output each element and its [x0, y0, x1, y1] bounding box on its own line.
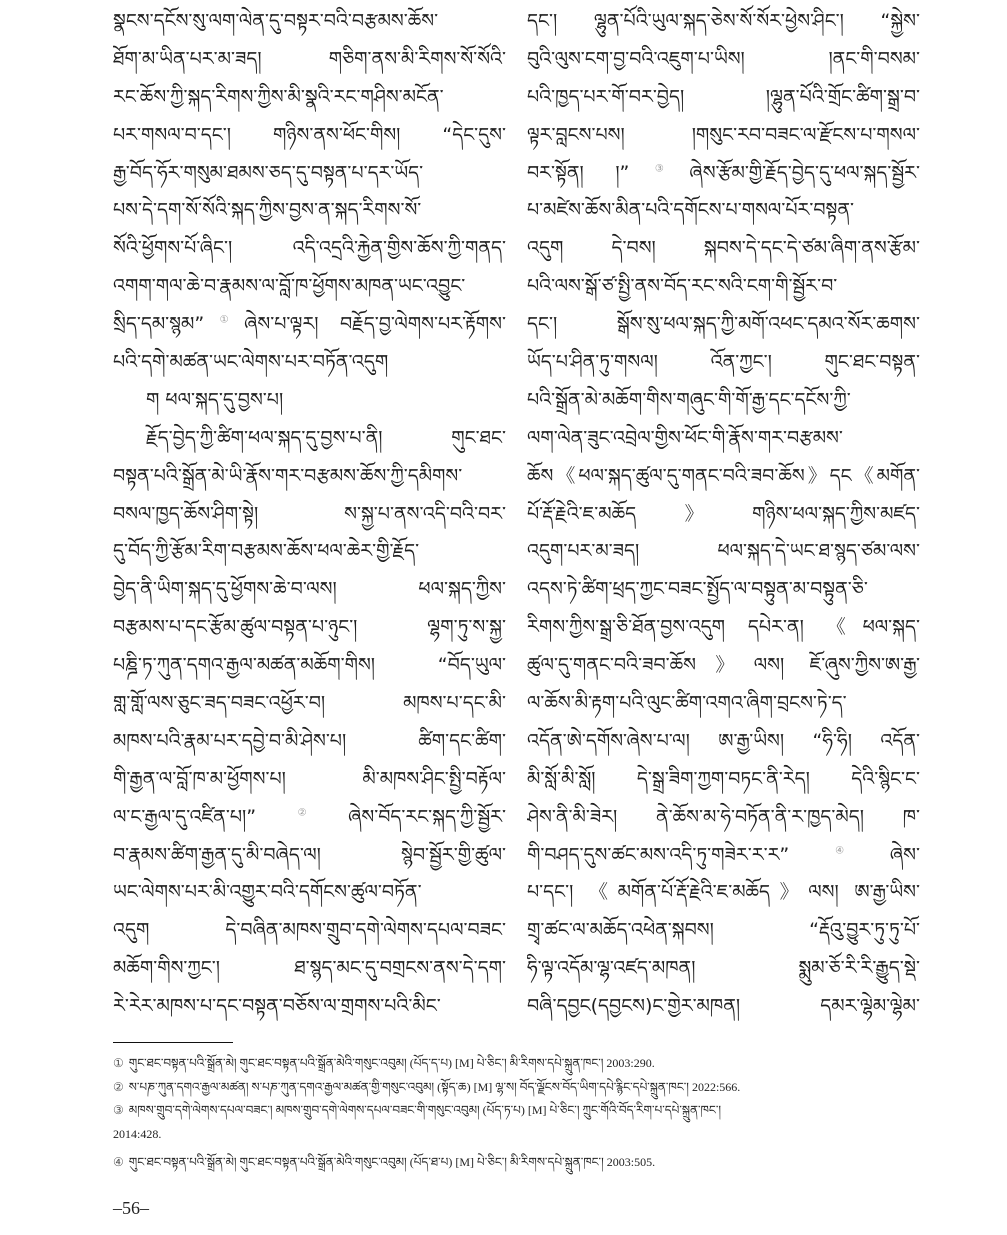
text-line: [527, 3, 920, 41]
footnote-marker: ④: [789, 845, 890, 857]
footnote-separator-rule: [113, 1042, 233, 1043]
line-text: བུའི་ལུས་ངག་བྱ་བའི་འཇུག་པ་ཡིས། །ནང་གི་བསམ་: [527, 47, 920, 70]
section-heading: [113, 382, 506, 420]
line-text: པའི་སྒྲོན་མེ་མཆོག་གིས་གཞུང་གི་གོ་རྒྱ་དང་དངོས་ཀྱི་: [527, 388, 851, 411]
text-line: [527, 155, 920, 193]
line-text: ལ་ང་རྒྱལ་དུ་འཛིན་པ།”: [113, 805, 257, 828]
text-line: [527, 382, 920, 420]
text-line: [527, 609, 920, 647]
footnote-marker: ③: [629, 163, 690, 175]
text-line: [527, 799, 920, 837]
footnote-marker: ①: [204, 314, 245, 326]
text-line: [527, 268, 920, 306]
footnote-item: [113, 1076, 918, 1100]
footnote-item: [113, 1151, 918, 1175]
text-line: [113, 230, 506, 268]
text-line: [113, 458, 506, 496]
text-line: [527, 344, 920, 382]
text-line: [527, 420, 920, 458]
line-text: སོའི་ཕྱོགས་པོ་ཞིང་། འདི་འདྲའི་རྐྱེན་གྱིས་ཆོས་ཀྱི་གནད་: [113, 237, 506, 260]
line-text: པོ་རྡོ་རྗེའི་ཇ་མཆོད》གཉིས་ཕལ་སྐད་ཀྱིས་མཛད་: [527, 502, 920, 525]
text-line: [527, 230, 920, 268]
footnote-number: ②: [113, 1079, 124, 1094]
text-line: [527, 837, 920, 875]
line-text: རྒྱ་བོད་ཧོར་གསུམ་ཐམས་ཅད་དུ་བསྟན་པ་དར་ཡོད་: [113, 161, 424, 184]
text-line: [113, 723, 506, 761]
footnote-number: ④: [113, 1155, 124, 1169]
text-line: [113, 950, 506, 988]
footnote-text: ས་པཎ་ཀུན་དགའ་རྒྱལ་མཚན། ས་པཎ་ཀུན་དགའ་རྒྱལ་མཚན་གྱི་གསུང་འབུམ། (སྟོད་ཆ) [M] ལྷ་ས། བོད་ལྗོངས་བོད་ཡིག་དཔེ་རྙིང་དཔེ་སྐྲུན་ཁང་། 2022:566.: [128, 1079, 741, 1094]
line-text: བར་སྟོན། །”: [527, 161, 630, 184]
text-line: [113, 912, 506, 950]
footnote-text: གུང་ཐང་བསྟན་པའི་སྒྲོན་མེ། གུང་ཐང་བསྟན་པའི་སྒྲོན་མེའི་གསུང་འབུམ། (པོད་ཐ་པ) [M] པེ་ཅིང་། མི་རིགས་དཔེ་སྐྲུན་ཁང་། 2003:505.: [128, 1155, 656, 1169]
text-line: [113, 988, 506, 1026]
line-text: འདུག་པར་མ་ཟད། ཕལ་སྐད་དེ་ཡང་ཐ་སྙད་ཙམ་ལས་: [527, 540, 920, 563]
text-line: [113, 192, 506, 230]
text-line: [527, 685, 920, 723]
footnotes: [113, 1052, 918, 1175]
line-text: གི་བཤད་དུས་ཚང་མས་འདི་ཏུ་གཟེར་ར་ར”: [527, 843, 790, 866]
line-text: ཞེས་རྩོམ་གྱི་རྗོད་བྱེད་དུ་ཕལ་སྐད་སྦྱོར་: [689, 161, 920, 184]
text-line: [527, 988, 920, 1026]
text-line: [113, 117, 506, 155]
text-line: [113, 533, 506, 571]
text-line: [113, 3, 506, 41]
line-text: གྲྭ་ཚང་ལ་མཆོད་འཕེན་སྐབས། “རྡོའུ་བྱུར་ཏུ་ཏུ་པོ་: [527, 919, 920, 942]
text-line: [527, 533, 920, 571]
text-line: [527, 912, 920, 950]
line-text: པའི་ལས་སྒོ་ཙ་སྤྱི་ནས་བོད་རང་སའི་ངག་གི་སྦྱོར་བ་: [527, 275, 838, 298]
text-line: [527, 79, 920, 117]
text-line: [113, 79, 506, 117]
text-line: [113, 874, 506, 912]
line-text: བརྩམས་པ་དང་རྩོམ་ཚུལ་བསྟན་པ་ཉུང་། ལྷག་ཏུ་ས་སྐྱ་: [113, 616, 506, 639]
text-line: [527, 950, 920, 988]
line-text: འདས་ཏེ་ཚིག་ཕྲད་ཀྱང་བཟང་སྤྱོད་ལ་བསྟུན་མ་བསྟུན་ཅི་: [527, 578, 868, 601]
line-text: ག ཕལ་སྐད་དུ་བྱས་པ།: [146, 388, 284, 411]
line-text: གི་རྒྱན་ལ་བློ་ཁ་མ་ཕྱོགས་པ། མི་མཁས་ཤིང་སྤྱི་བརྟོལ་: [113, 767, 506, 790]
line-text: ཡང་ལེགས་པར་མི་འགྱུར་བའི་དགོངས་ཚུལ་བཏོན་: [113, 881, 422, 904]
line-text: འགག་གལ་ཆེ་བ་རྣམས་ལ་བློ་ཁ་ཕྱོགས་མཁན་ཡང་འབྱུང་: [113, 275, 466, 298]
line-text: པ་མཛེས་ཆོས་མིན་པའི་དགོངས་པ་གསལ་པོར་བསྟན་: [527, 199, 855, 222]
line-text: ཐོག་མ་ཡིན་པར་མ་ཟད། གཅིག་ནས་མི་རིགས་སོ་སོའི་: [113, 47, 506, 70]
line-text: འདོན་ཨེ་དགོས་ཞེས་པ་ལ། ཨ་རྒྱ་ཡིས། “ཧི་ཧི། འདོན་: [527, 729, 920, 752]
line-text: དང་། སྒོས་སུ་ཕལ་སྐད་ཀྱི་མགོ་འཕང་དམའ་སོར་ཆགས་: [527, 313, 920, 336]
text-line: [113, 609, 506, 647]
line-text: དུ་བོད་ཀྱི་རྩོམ་རིག་བརྩམས་ཆོས་ཕལ་ཆེར་གྱི་རྗོད་: [113, 540, 420, 563]
line-text: པའི་ཁྱད་པར་གོ་བར་བྱེད། །ལྷུན་པོའི་གྲོང་ཚིག་སྒྲ་བ་: [527, 85, 920, 108]
footnote-number: ①: [113, 1056, 124, 1070]
line-text: པར་གསལ་བ་དང་། གཉིས་ནས་ཕོང་གིས། “དེང་དུས་: [113, 123, 506, 146]
text-line: [527, 761, 920, 799]
line-text: རེ་རེར་མཁས་པ་དང་བསྟན་བཅོས་ལ་གྲགས་པའི་མིང་: [113, 995, 441, 1018]
line-text: རྗོད་བྱེད་ཀྱི་ཚིག་ཕལ་སྐད་དུ་བྱས་པ་ནི། གུང་ཐང་: [146, 426, 506, 449]
text-line: [113, 571, 506, 609]
line-text: ཞེས་པ་ལྟར། བརྗོད་བྱ་ལེགས་པར་རྟོགས་: [244, 313, 506, 336]
footnote-item: [113, 1052, 918, 1076]
text-line: [527, 306, 920, 344]
footnote-continuation: 2014:428.: [113, 1126, 162, 1141]
line-text: སྲིད་དམ་སྙམ”: [113, 313, 205, 336]
paragraph-first-line: [113, 420, 506, 458]
line-text: ལག་ལེན་ཟུང་འབྲེལ་གྱིས་ཕོང་གི་རྣོས་གར་བརྩམས་: [527, 426, 843, 449]
text-line: [113, 344, 506, 382]
footnote-item: [113, 1099, 918, 1123]
line-text: པ་དང་། 《མགོན་པོ་རྡོ་རྗེའི་ཇ་མཆོད》ལས། ཨ་རྒྱ་ཡིས་: [527, 881, 920, 904]
line-text: མི་སློ་མི་སློ། དེ་སྒྲ་ཟིག་ཀྱག་བཏང་ནི་རེད། དེའི་སྙིང་ང་: [527, 767, 920, 790]
line-text: སྣངས་དངོས་སུ་ལག་ལེན་དུ་བསྟར་བའི་བརྩམས་ཆོས་: [113, 10, 439, 32]
text-line: [113, 837, 506, 875]
line-text: བཞི་དབྱང(དབྱངས)ང་གྱེར་མཁན། དམར་ལྷེམ་ལྷེམ་: [527, 995, 920, 1018]
line-text: དང་། ལྷུན་པོའི་ཡུལ་སྐད་ཅེས་སོ་སོར་ཕྱེས་ཤིང་། “སྐྱེས་: [527, 10, 920, 32]
line-text: བསྟན་པའི་སྒྲོན་མེ་ཡི་རྣོས་གར་བརྩམས་ཆོས་ཀྱི་དམིགས་: [113, 464, 463, 487]
line-text: པས་དེ་དག་སོ་སོའི་སྐད་ཀྱིས་བྱས་ན་སྐད་རིགས་སོ་: [113, 199, 422, 222]
line-text: རིགས་ཀྱིས་སྒྲ་ཅི་ཐོན་བྱས་འདུག དཔེར་ན། 《ཕལ་སྐད་: [527, 616, 920, 639]
line-text: བ་རྣམས་ཚིག་རྒྱན་དུ་མི་བཞེད་ལ། སྙེབ་སྦྱོར་གྱི་ཚུལ་: [113, 843, 506, 866]
line-text: ལྟར་བླངས་པས། །གསུང་རབ་བཟང་ལ་རྫོངས་པ་གསལ་: [527, 123, 920, 146]
text-line: [527, 458, 920, 496]
footnote-text: མཁས་གྲུབ་དགེ་ལེགས་དཔལ་བཟང་། མཁས་གྲུབ་དགེ་ལེགས་དཔལ་བཟང་གི་གསུང་འབུམ། (པོད་ཏ་པ) [M] པེ་ཅིང་། ཀྲུང་གོའི་བོད་རིག་པ་དཔེ་སྐྲུན་ཁང་།: [128, 1103, 722, 1117]
line-text: པའི་དགེ་མཚན་ཡང་ལེགས་པར་བཏོན་འདུག: [113, 351, 389, 374]
line-text: འདུག དེ་བཞིན་མཁས་གྲུབ་དགེ་ལེགས་དཔལ་བཟང་: [113, 919, 506, 942]
text-line: [113, 41, 506, 79]
line-text: འདུག དེ་བས། སྐབས་དེ་དང་དེ་ཙམ་ཞིག་ནས་རྩོམ་: [527, 237, 920, 260]
text-line: [113, 761, 506, 799]
line-text: མཆོག་གིས་ཀྱང་། ཐ་སྙད་མང་དུ་བགྲངས་ནས་དེ་དག་: [113, 957, 506, 980]
text-line: [113, 496, 506, 534]
line-text: ཆོས《ཕལ་སྐད་ཚུལ་དུ་གནང་བའི་ཟབ་ཆོས》དང《མགོན་: [527, 464, 920, 487]
left-text-column: [113, 3, 506, 1026]
text-line: [527, 192, 920, 230]
text-line: [527, 723, 920, 761]
text-line: [527, 41, 920, 79]
line-text: པཎྜི་ཏ་ཀུན་དགའ་རྒྱལ་མཚན་མཆོག་གིས། “བོད་ཡུལ་: [113, 654, 506, 677]
line-text: ལ་ཆོས་མི་རྟག་པའི་ལུང་ཚིག་འགའ་ཞིག་བྲངས་ཏེ་ད་: [527, 692, 847, 715]
footnote-text: གུང་ཐང་བསྟན་པའི་སྒྲོན་མེ། གུང་ཐང་བསྟན་པའི་སྒྲོན་མེའི་གསུང་འབུམ། (པོད་ད་པ) [M] པེ་ཅིང་། མི་རིགས་དཔེ་སྐྲུན་ཁང་། 2003:290.: [128, 1056, 655, 1070]
line-text: ཤེས་ནི་མི་ཟེར། ནེ་ཆོས་མ་ཧེ་བཏོན་ནི་ར་ཁྱད་མེད། ཁ་: [527, 805, 920, 828]
text-line: [527, 874, 920, 912]
text-line: [113, 268, 506, 306]
footnote-marker: ②: [256, 807, 349, 819]
text-line: [113, 685, 506, 723]
text-line: [113, 799, 506, 837]
line-text: ཧི་ལྟ་འདོམ་ལྷ་འཛད་མཁན། སྨུམ་ཅོ་རི་རི་རྒྱུད་སྡེ་: [527, 957, 920, 980]
line-text: རང་ཆོས་ཀྱི་སྐད་རིགས་ཀྱིས་མི་སྣའི་རང་གཤིས་མངོན་: [113, 85, 444, 108]
text-line: [527, 117, 920, 155]
text-line: [527, 496, 920, 534]
right-text-column: [527, 3, 920, 1026]
line-text: ཡོད་པ་ཤིན་ཏུ་གསལ། འོན་ཀྱང་། གུང་ཐང་བསྟན་: [527, 351, 920, 374]
text-line: [113, 647, 506, 685]
line-text: མཁས་པའི་རྣམ་པར་དབྱེ་བ་མི་ཤེས་པ། ཚིག་དང་ཚིག་: [113, 729, 506, 752]
line-text: ཞེས་: [889, 843, 920, 866]
line-text: བྱེད་ནི་ཡིག་སྐད་དུ་ཕྱོགས་ཆེ་བ་ལས། ཕལ་སྐད་ཀྱིས་: [113, 578, 506, 601]
line-text: ཞེས་བོད་རང་སྐད་ཀྱི་སྦྱོར་: [348, 805, 506, 828]
text-line: [113, 155, 506, 193]
line-text: གླ་གློ་ལས་ཅུང་ཟད་བཟང་འཕྱོར་བ། མཁས་པ་དང་མི་: [113, 692, 506, 715]
text-line: [113, 306, 506, 344]
line-text: བསལ་ཁྱད་ཆོས་ཤིག་སྟེ། ས་སྐྱ་པ་ནས་འདི་བའི་བར་: [113, 502, 506, 525]
page-number: –56–: [113, 1198, 149, 1218]
text-line: [527, 647, 920, 685]
text-line: [527, 571, 920, 609]
line-text: ཚུལ་དུ་གནང་བའི་ཟབ་ཆོས》ལས། ཇོ་ཞུས་ཀྱིས་ཨ་རྒྱ་: [527, 654, 920, 677]
footnote-number: ③: [113, 1103, 124, 1117]
